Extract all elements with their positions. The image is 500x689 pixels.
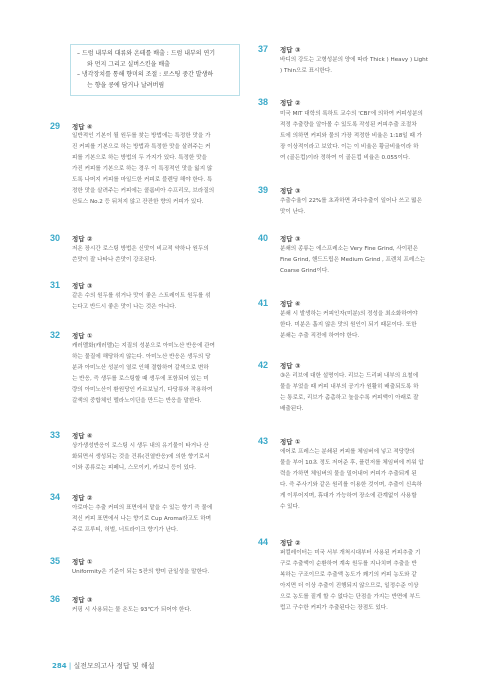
question-number: 34 — [50, 492, 61, 502]
question-number: 41 — [258, 298, 269, 308]
explanation: 같은 수의 원두를 섞거나 맛이 좋은 스트레이트 원두를 섞 는다고 반드시 좋은 맛이 나는 것은 아니다. — [72, 293, 211, 310]
answer-label: 정답 ③ — [280, 235, 301, 243]
explanation: 커핑 시 사용되는 물 온도는 93℃가 되어야 한다. — [72, 607, 192, 613]
answer-label: 정답 ① — [280, 438, 301, 446]
answer-label: 정답 ② — [72, 235, 93, 243]
explanation: 캐러멜화(캐러멜)는 지질의 성분으로 아미노산 반응에 관여 하는 물질에 해당하지 않는다. 아미노산 반응은 생두의 당 분과 아미노산 성분이 열로 인해 결합하여 갈색으로 변하 는 반응, 즉 생두를 로스팅할 때 생두에 포함되어 있는 미 량의 아미노산이 환원당인 카르보닐기, 다당류와 작용하여 갈색의 중합체인 멜라노이딘을 만드는 반응을 말한다. — [72, 343, 215, 404]
question-number: 38 — [258, 97, 269, 107]
explanation: 저온 장시간 로스팅 방법은 신맛이 비교적 약하나 원두의 쓴맛이 잘 나타나 쓴맛이 강조된다. — [72, 246, 209, 263]
question-number: 40 — [258, 233, 269, 243]
footer-title: 실전모의고사 정답 및 해설 — [73, 662, 155, 670]
footer-divider: | — [68, 662, 74, 670]
explanation: 미국 MIT 대학의 록하트 교수의 'CBI'에 의하여 커피성분의 적정 추출량을 알아볼 수 있도록 작성된 커피추출 조절차 트에 의하면 커피와 물의 가장 적정한 비율은 1:18일 때 가 장 이상적이라고 보았다. 이는 이 비율은 황금비율이라 하 여 (골든컵)이라 정하여 이 골든컵 비율은 0.055이다. — [280, 111, 423, 161]
explanation: 바디의 강도는 고형성분의 양에 따라 Thick ) Heavy ) Light ) Thin으로 표시한다. — [280, 57, 428, 74]
question-number: 39 — [258, 185, 269, 195]
explanation: ③은 리브에 대한 설명이다. 리브는 드리퍼 내부의 요철에 물을 부었을 때 커피 내부의 공기가 원활히 배출되도록 하 는 통로로, 리브가 촘촘하고 높을수록 커피액이 아래로 잘 배출된다. — [280, 373, 419, 412]
question-number: 33 — [50, 430, 61, 440]
answer-label: 정답 ④ — [280, 300, 301, 308]
question-number: 42 — [258, 360, 269, 370]
explanation: Uniformity은 기준이 되는 5잔의 향미 균일성을 말한다. — [72, 569, 210, 575]
page-number: 284 — [52, 662, 67, 670]
explanation: 에어로 프레스는 분쇄된 커피를 체임버에 넣고 적당량의 물을 부어 10초 정도 저어준 후, 플런저를 체임버에 끼워 압 력을 가하면 체임버의 물을 밀어내어 커피가 추출되게 된 다. 즉 주사기와 같은 원리를 이용한 것이며, 추출이 신속하 게 이루어지며, 휴대가 가능하여 장소에 관계없이 사용할 수 있다. — [280, 449, 424, 510]
info-box — [70, 44, 240, 96]
explanation: 상가생성반응이 로스팅 시 생두 내의 유기물이 타거나 산 화되면서 생성되는 것을 건류(건열반응)에 의한 향기로서 이와 종류로는 피페니, 스모이키, 카보니 등이 있다. — [72, 443, 210, 471]
question-number: 32 — [50, 330, 61, 340]
question-number: 35 — [50, 556, 61, 566]
page-footer — [52, 661, 155, 671]
explanation: 아로마는 추출 커피의 표면에서 맡을 수 있는 향기 즉 물에 적신 커피 표면에서 나는 향기로 Cup Aroma라고도 하며 주로 프루티, 허벌, 너트라이크 향기가 난다. — [72, 505, 213, 533]
question-number: 36 — [50, 594, 61, 604]
question-number: 44 — [258, 537, 269, 547]
answer-label: 정답 ③ — [280, 46, 301, 54]
box-line: 는 향을 콩에 담거나 날려버림 — [87, 81, 165, 89]
box-line: – 드럼 내부의 대류와 온테를 배출 : 드럼 내부의 연기 — [77, 50, 216, 57]
explanation: 일반적인 기본이 될 원두를 찾는 방법에는 특정한 맛을 가 진 커피를 기본으로 하는 방법과 특정한 맛을 살려주는 커 피를 기본으로 하는 방법의 두 가지가 있다. 특정한 맛을 가진 커피를 기본으로 하는 경우 이 특징적인 맛을 잃지 않 도록 나머지 커피를 마일드한 커피로 블렌딩 해야 한다. 특 정한 맛을 살려주는 커피에는 콜롬비아 수프리모, 브라질의 산토스 No.2 등 뒤처지 않고 잔잔한 향의 커피가 있다. — [72, 133, 215, 205]
answer-label: 정답 ③ — [72, 596, 93, 604]
question-number: 43 — [258, 436, 269, 446]
question-number: 29 — [50, 121, 61, 131]
explanation: 추출수율이 22%를 초과하면 과다추출이 일어나 쓰고 떫은 맛이 난다. — [280, 198, 422, 215]
box-line: 와 먼지 그리고 실버스킨을 배출 — [87, 60, 170, 68]
answer-label: 정답 ② — [280, 539, 301, 547]
box-line: – 냉각장치를 통해 향미의 조절 : 로스팅 중간 발생하 — [77, 71, 214, 78]
question-number: 37 — [258, 44, 269, 54]
answer-label: 정답 ④ — [72, 432, 93, 440]
answer-label: 정답 ③ — [280, 187, 301, 195]
explanation: 퍼컬레이터는 미국 서부 개척시대부터 사용된 커피추출 기 구로 추출액이 순환하여 계속 원두를 지나치며 추출을 반 복하는 구조이므로 추출액 농도가 꽤기의 커피 농도와 같 아지면 더 이상 추출이 진행되지 않으므로, 일정수준 이상 으로 농도를 짙게 할 수 없다는 단점을 가지는 반면에 부드 럽고 구수한 커피가 추출된다는 장점도 있다. — [280, 550, 421, 611]
answer-label: 정답 ① — [72, 332, 93, 340]
question-number: 30 — [50, 233, 61, 243]
explanation: 분쇄 시 발생하는 커피인자(미분)의 정성을 최소화하여야 한다. 미분은 흡지 않은 맛의 원인이 되기 때문이다. 또한 분쇄는 추출 직전에 하여야 한다. — [280, 311, 418, 339]
question-number: 31 — [50, 280, 61, 290]
answer-label: 정답 ④ — [72, 123, 93, 131]
explanation: 분쇄의 종류는 에스프레소는 Very Fine Grind, 사이펀은 Fine Grind, 핸드드립은 Medium Grind , 프렌치 프레스는 Coarse Grind이다. — [280, 246, 426, 274]
answer-label: 정답 ② — [72, 494, 93, 502]
answer-label: 정답 ③ — [72, 282, 93, 290]
answer-label: 정답 ③ — [280, 362, 301, 370]
answer-label: 정답 ① — [72, 558, 93, 566]
answer-label: 정답 ② — [280, 99, 301, 107]
